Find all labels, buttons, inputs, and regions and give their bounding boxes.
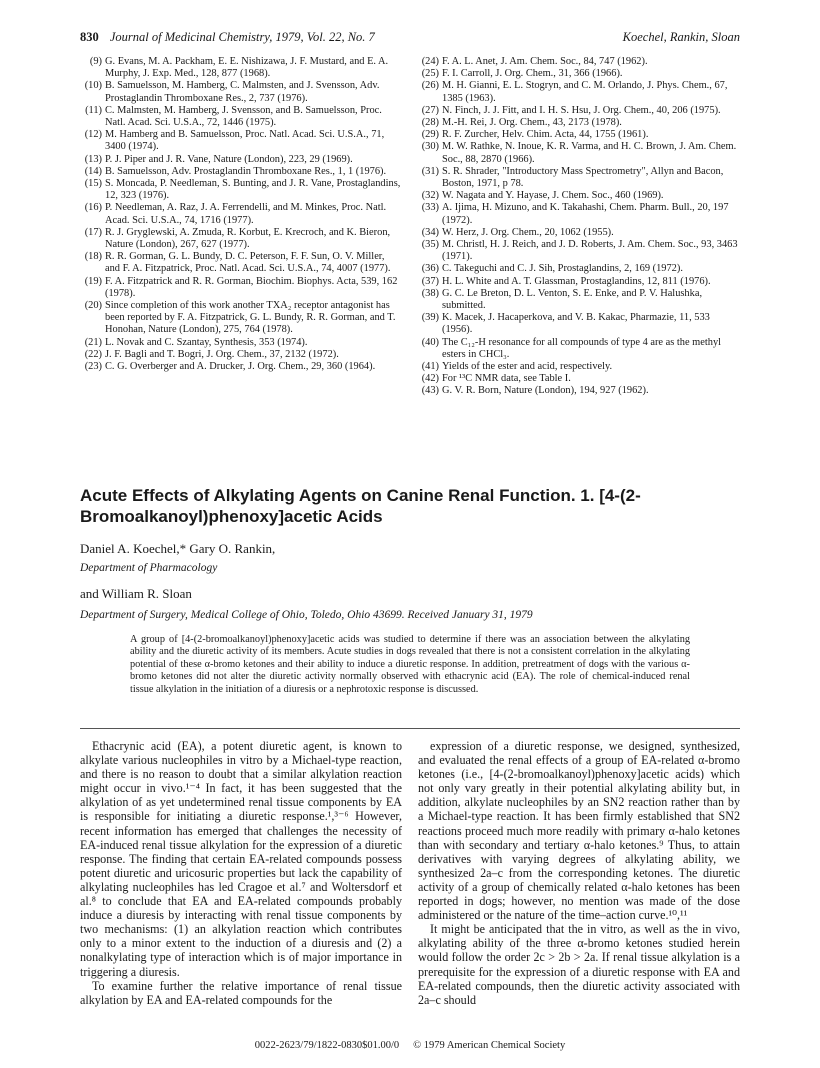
reference-item [417, 276, 740, 288]
reference-item [417, 385, 740, 397]
reference-item [417, 239, 740, 263]
reference-item [417, 227, 740, 239]
reference-text: Since completion of this work another TXA₂ receptor antagonist has been reported by F. A. Fitzpatrick, G. L. Bundy, R. R. Gorman, and T. Honohan, Nature (London), 275, 764 (1978). [105, 300, 396, 336]
reference-text: F. I. Carroll, J. Org. Chem., 31, 366 (1966). [442, 68, 623, 80]
reference-number: (10) [84, 80, 102, 92]
running-head-authors: Koechel, Rankin, Sloan [622, 30, 740, 44]
page-footer [80, 1040, 740, 1051]
reference-item [417, 68, 740, 80]
reference-text: Yields of the ester and acid, respectively. [442, 361, 613, 373]
reference-item [417, 202, 740, 226]
reference-item [417, 263, 740, 275]
affiliation-pharmacology: Department of Pharmacology [80, 562, 218, 574]
reference-item [417, 337, 740, 361]
reference-item [80, 251, 402, 275]
body-paragraph: It might be anticipated that the in vitro, as well as the in vivo, alkylating ability of the three α-bromo ketones studied herein would follow the order 2c > 2b > 2a. If renal tissue alkylation is a prerequisite for the expression of a diuretic response with EA and EA-related compounds, then the diuretic activity associated with 2a–c should [418, 922, 740, 1007]
reference-item [417, 166, 740, 190]
running-head [80, 30, 740, 46]
reference-number: (42) [421, 373, 439, 385]
article-authors: Daniel A. Koechel,* Gary O. Rankin, [80, 541, 276, 556]
reference-item [417, 105, 740, 117]
reference-text: F. A. L. Anet, J. Am. Chem. Soc., 84, 747 (1962). [442, 56, 648, 67]
reference-text: M. H. Gianni, E. L. Stogryn, and C. M. Orlando, J. Phys. Chem., 67, 1385 (1963). [442, 80, 728, 104]
reference-number: (19) [84, 275, 102, 287]
reference-text: R. F. Zurcher, Helv. Chim. Acta, 44, 1755 (1961). [442, 129, 649, 141]
reference-item [417, 56, 740, 68]
reference-text: W. Herz, J. Org. Chem., 20, 1062 (1955). [442, 226, 614, 238]
reference-text: C. G. Overberger and A. Drucker, J. Org. Chem., 29, 360 (1964). [105, 361, 376, 373]
reference-item [80, 166, 402, 178]
reference-text: F. A. Fitzpatrick and R. R. Gorman, Biochim. Biophys. Acta, 539, 162 (1978). [105, 275, 398, 299]
reference-number: (37) [421, 275, 439, 287]
reference-text: M. Christl, H. J. Reich, and J. D. Roberts, J. Am. Chem. Soc., 93, 3463 (1971). [442, 239, 738, 263]
reference-item [417, 288, 740, 312]
body-paragraph: expression of a diuretic response, we designed, synthesized, and evaluated the renal effects of a group of EA-related α-bromo ketones (i.e., [4-(2-bromoalkanoyl)phenoxy]acetic acids) which not only vary greatly in their potential alkylating ability but, in addition, alkylate nucleophiles by an SN2 reaction rather than by a Michael-type reaction. It has been firmly established that SN2 reactions proceed much more readily with primary α-halo ketones than with secondary and tertiary α-halo ketones.⁹ Thus, to attain derivatives with varying degrees of alkylating ability, we synthesized 2a–c from the corresponding ketones. The diuretic activity of a group of chemically related α-halo ketones has been reported in dogs; however, no mention was made of the dose administered or the nature of the time–action curve.¹⁰,¹¹ [418, 739, 740, 923]
reference-item [417, 141, 740, 165]
reference-text: C. Malmsten, M. Hamberg, J. Svensson, and B. Samuelsson, Proc. Natl. Acad. Sci. U.S.A., 72, 1446 (1975). [105, 104, 382, 129]
reference-number: (17) [84, 226, 102, 238]
abstract-divider [80, 728, 740, 729]
journal-citation: Journal of Medicinal Chemistry, 1979, Vol. 22, No. 7 [109, 30, 375, 44]
reference-number: (16) [84, 202, 102, 214]
reference-text: P. J. Piper and J. R. Vane, Nature (London), 223, 29 (1969). [105, 153, 353, 165]
affiliation-surgery: Department of Surgery, Medical College of Ohio, Toledo, Ohio 43699. Received January 31, 1979 [80, 609, 533, 621]
reference-text: K. Macek, J. Hacaperkova, and V. B. Kakac, Pharmazie, 11, 533 (1956). [442, 312, 710, 336]
reference-number: (40) [421, 336, 439, 348]
reference-text: L. Novak and C. Szantay, Synthesis, 353 (1974). [105, 336, 308, 348]
reference-item [417, 373, 740, 385]
abstract: A group of [4-(2-bromoalkanoyl)phenoxy]acetic acids was studied to determine if there was an association between the alkylating ability and the diuretic activity of its members. Acute studies in dogs revealed that there is not a consistent correlation in the alkylating potential of these α-bromo ketones and their ability to induce a diuretic response. In addition, pretreatment of dogs with the various α-bromo ketones did not alter the diuretic activity normally observed with ethacrynic acid (EA). The role of chemical-induced renal tissue alkylation in the initiation of a diuresis or a nephrotoxic response is discussed. [130, 634, 690, 695]
reference-text: J. F. Bagli and T. Bogri, J. Org. Chem., 37, 2132 (1972). [105, 348, 339, 360]
copyright: © 1979 American Chemical Society [413, 1040, 566, 1051]
reference-item [80, 276, 402, 300]
body-paragraph: To examine further the relative importance of renal tissue alkylation by EA and EA-related compounds for the [80, 978, 402, 1007]
reference-number: (28) [421, 117, 439, 129]
reference-number: (14) [84, 165, 102, 177]
reference-number: (26) [421, 80, 439, 92]
reference-text: R. J. Gryglewski, A. Zmuda, R. Korbut, E. Krecroch, and K. Bieron, Nature (London), 267, 627 (1977). [105, 226, 391, 251]
reference-text: M.-H. Rei, J. Org. Chem., 43, 2173 (1978). [442, 117, 622, 129]
reference-number: (39) [421, 312, 439, 324]
references-right-column [417, 56, 740, 398]
reference-item [80, 349, 402, 361]
reference-number: (18) [84, 251, 102, 263]
body-left-column [80, 739, 402, 1007]
reference-item [80, 56, 402, 80]
reference-text: P. Needleman, A. Raz, J. A. Ferrendelli, and M. Minkes, Proc. Natl. Acad. Sci. U.S.A., 74, 1716 (1977). [105, 202, 387, 226]
reference-item [417, 129, 740, 141]
reference-number: (23) [84, 361, 102, 373]
reference-number: (11) [85, 104, 102, 116]
reference-number: (41) [421, 361, 439, 373]
reference-number: (22) [84, 348, 102, 360]
reference-text: C. Takeguchi and C. J. Sih, Prostaglandins, 2, 169 (1972). [442, 263, 683, 275]
body-right-column [418, 739, 740, 1007]
reference-number: (29) [421, 129, 439, 141]
reference-text: M. Hamberg and B. Samuelsson, Proc. Natl. Acad. Sci. U.S.A., 71, 3400 (1974). [105, 129, 385, 153]
reference-number: (15) [84, 178, 102, 190]
reference-text: N. Finch, J. J. Fitt, and I. H. S. Hsu, J. Org. Chem., 40, 206 (1975). [442, 104, 721, 116]
article-code: 0022-2623/79/1822-0830$01.00/0 [254, 1040, 400, 1051]
reference-text: H. L. White and A. T. Glassman, Prostaglandins, 12, 811 (1976). [442, 275, 711, 287]
page-number: 830 [80, 30, 99, 44]
references-left-column [80, 56, 402, 373]
body-paragraph: Ethacrynic acid (EA), a potent diuretic agent, is known to alkylate various nucleophiles in vitro by a Michael-type reaction, and there is no reason to doubt that a similar alkylation reaction might occur in vivo.¹⁻⁴ In fact, it has been suggested that the alkylation of as yet undetermined renal tissue components by EA is responsible for initiating a diuretic response.¹,³⁻⁶ However, recent information has emerged that challenges the necessity of EA-induced renal tissue alkylation for the expression of a diuretic response. The finding that certain EA-related compounds possess potent diuretic and uricosuric properties but lack the capability of alkylating nucleophiles has led Cragoe et al.⁷ and Woltersdorf et al.⁸ to conclude that EA and EA-related compounds probably induce a diuresis by interacting with renal tissue components by two mechanisms: (1) an alkylation reaction which contributes only to a minor extent to the induction of a diuresis and (2) a nonalkylating type of interaction which is of major importance in triggering a diuresis. [80, 739, 402, 979]
reference-number: (25) [421, 68, 439, 80]
reference-number: (21) [84, 336, 102, 348]
reference-text: The C₁₂-H resonance for all compounds of type 4 are as the methyl esters in CHCl₃. [442, 336, 722, 360]
reference-text: G. V. R. Born, Nature (London), 194, 927 (1962). [442, 385, 649, 397]
reference-item [80, 361, 402, 373]
reference-number: (27) [421, 104, 439, 116]
reference-number: (31) [421, 165, 439, 177]
reference-number: (12) [84, 129, 102, 141]
reference-number: (30) [421, 141, 439, 153]
reference-number: (32) [421, 190, 439, 202]
reference-item [80, 202, 402, 226]
reference-text: B. Samuelsson, M. Hamberg, C. Malmsten, and J. Svensson, Adv. Prostaglandin Thromboxane Res., 2, 737 (1976). [105, 80, 380, 104]
reference-number: (20) [84, 300, 102, 312]
reference-number: (36) [421, 263, 439, 275]
reference-number: (13) [84, 153, 102, 165]
reference-text: R. R. Gorman, G. L. Bundy, D. C. Peterson, F. F. Sun, O. V. Miller, and F. A. Fitzpatrick, Proc. Natl. Acad. Sci. U.S.A., 74, 4007 (1977). [105, 251, 391, 275]
reference-item [80, 337, 402, 349]
reference-item [80, 129, 402, 153]
reference-number: (33) [421, 202, 439, 214]
reference-item [80, 80, 402, 104]
reference-text: M. W. Rathke, N. Inoue, K. R. Varma, and H. C. Brown, J. Am. Chem. Soc., 88, 2870 (1966). [442, 141, 737, 165]
reference-item [80, 178, 402, 202]
reference-item [80, 227, 402, 251]
reference-item [80, 300, 402, 337]
reference-text: S. Moncada, P. Needleman, S. Bunting, and J. R. Vane, Prostaglandins, 12, 323 (1976). [105, 178, 401, 202]
additional-author: and William R. Sloan [80, 586, 192, 601]
reference-number: (38) [421, 287, 439, 299]
reference-number: (35) [421, 239, 439, 251]
reference-text: G. Evans, M. A. Packham, E. E. Nishizawa, J. F. Mustard, and E. A. Murphy, J. Exp. Med., 128, 877 (1968). [105, 56, 389, 80]
reference-text: S. R. Shrader, "Introductory Mass Spectrometry", Allyn and Bacon, Boston, 1971, p 78. [442, 165, 724, 190]
article-title: Acute Effects of Alkylating Agents on Canine Renal Function. 1. [4-(2-Bromoalkanoyl)phenoxy]acetic Acids [80, 486, 641, 526]
reference-item [417, 361, 740, 373]
reference-text: B. Samuelsson, Adv. Prostaglandin Thromboxane Res., 1, 1 (1976). [105, 165, 387, 177]
reference-item [417, 117, 740, 129]
reference-text: For ¹³C NMR data, see Table I. [442, 373, 571, 385]
reference-item [80, 154, 402, 166]
reference-text: A. Ijima, H. Mizuno, and K. Takahashi, Chem. Pharm. Bull., 20, 197 (1972). [442, 202, 729, 226]
reference-item [80, 105, 402, 129]
reference-number: (24) [421, 56, 439, 67]
reference-item [417, 190, 740, 202]
reference-number: (9) [89, 56, 102, 67]
reference-text: W. Nagata and Y. Hayase, J. Chem. Soc., 460 (1969). [442, 190, 664, 202]
reference-number: (34) [421, 226, 439, 238]
reference-number: (43) [421, 385, 439, 397]
reference-text: G. C. Le Breton, D. L. Venton, S. E. Enke, and P. V. Halushka, submitted. [442, 287, 703, 312]
reference-item [417, 80, 740, 104]
reference-item [417, 312, 740, 336]
